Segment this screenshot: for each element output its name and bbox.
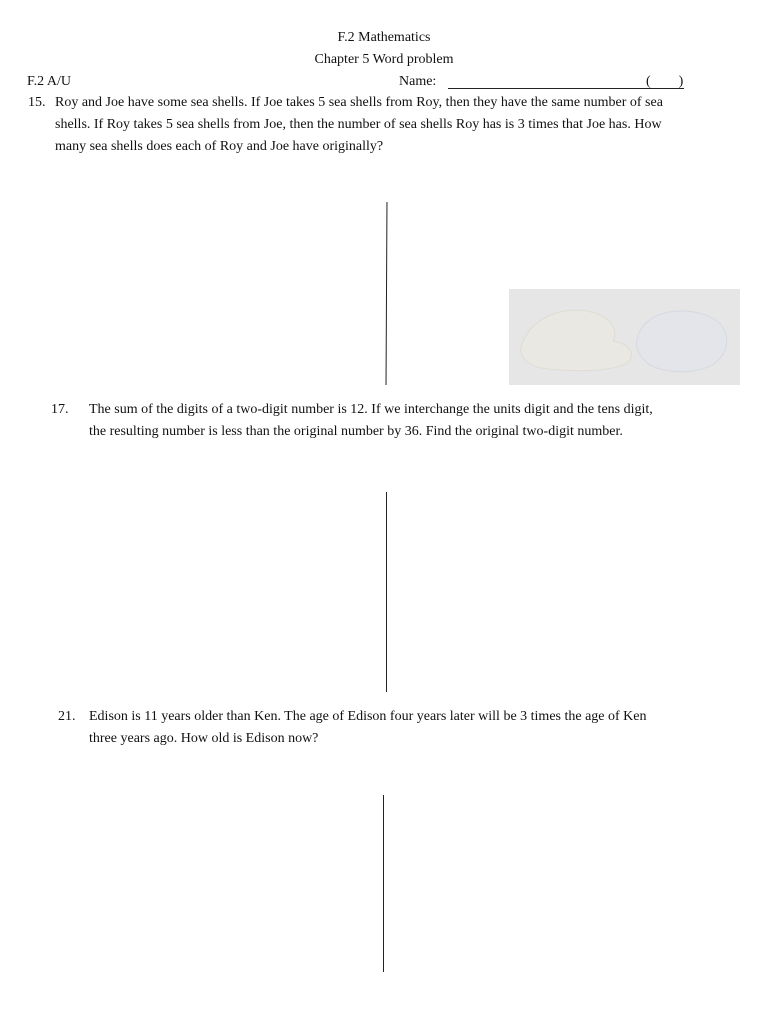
question-line: Edison is 11 years older than Ken. The age of Edison four years later will be 3 times the age of Ken: [89, 709, 647, 724]
question-number: 21.: [58, 709, 76, 724]
question-17-text: [89, 399, 749, 443]
question-line: Roy and Joe have some sea shells. If Joe takes 5 sea shells from Roy, then they have the same number of sea: [55, 95, 663, 110]
question-line: three years ago. How old is Edison now?: [89, 731, 319, 746]
name-label: Name:: [399, 74, 437, 89]
worksheet-subject: F.2 Mathematics: [337, 30, 431, 45]
question-number: 15.: [28, 95, 46, 110]
question-number: 17.: [51, 402, 69, 417]
answer-divider-line: [386, 202, 388, 385]
answer-divider-line: [386, 492, 387, 692]
student-number-bracket: ( ): [646, 74, 684, 89]
question-line: shells. If Roy takes 5 sea shells from Joe, then the number of sea shells Roy has is 3 times that Joe has. How: [55, 117, 662, 132]
class-label: F.2 A/U: [27, 74, 72, 89]
question-21-text: [89, 706, 749, 750]
worksheet-chapter: Chapter 5 Word problem: [314, 52, 454, 67]
question-line: many sea shells does each of Roy and Joe have originally?: [55, 139, 384, 154]
question-line: the resulting number is less than the original number by 36. Find the original two-digit number.: [89, 424, 623, 439]
question-line: The sum of the digits of a two-digit number is 12. If we interchange the units digit and the tens digit,: [89, 402, 653, 417]
answer-divider-line: [383, 795, 384, 972]
sea-shells-image: [509, 289, 740, 385]
sea-shells-illustration: [509, 289, 740, 385]
question-15-text: [55, 92, 745, 158]
